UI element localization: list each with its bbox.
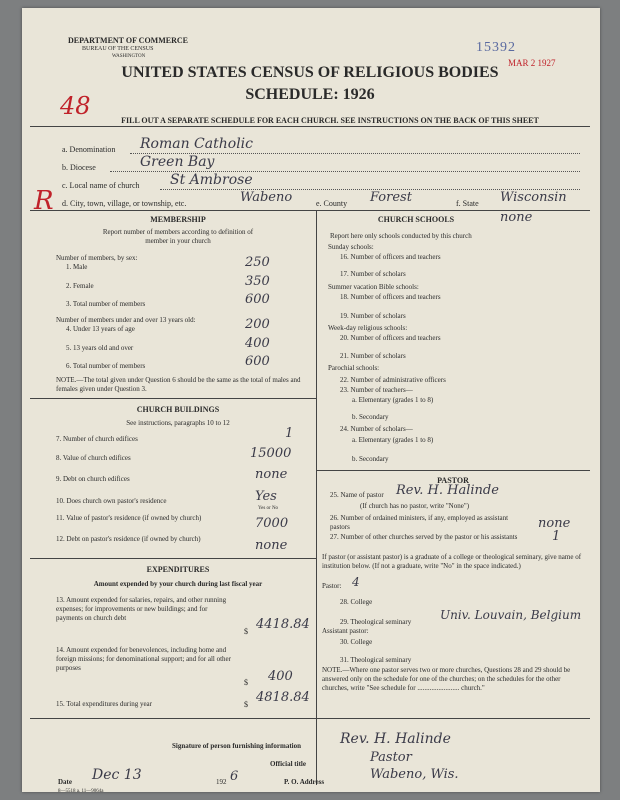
margin-number: 48 [60,92,91,120]
q26-label: 26. Number of ordained ministers, if any, employed as assistant pastors [330,514,509,531]
assistant-label: Assistant pastor: [322,627,369,635]
membership-intro: Report number of members according to definition of [102,228,254,236]
county-value: Forest [370,190,412,205]
q21-label: 21. Number of scholars [340,352,406,360]
sunday-label: Sunday schools: [328,243,374,251]
bureau-label: BUREAU OF THE CENSUS [82,46,154,52]
expenditures-sub: Amount expended by your church during last fiscal year [93,580,263,588]
q18-label: 18. Number of officers and teachers [340,293,441,301]
pastor-mark: 4 [352,575,360,589]
q26-value: none [538,516,571,531]
dollar-sign: $ [244,700,248,709]
schools-intro: Report here only schools conducted by this church [330,232,472,240]
diocese-label: b. Diocese [62,163,96,172]
q23b-label: b. Secondary [352,413,389,421]
rule [30,718,590,719]
q23a-label: a. Elementary (grades 1 to 8) [352,396,434,404]
total6-value: 600 [245,354,270,369]
signature-label: Signature of person furnishing information [172,742,301,750]
q29-label: 29. Theological seminary [340,618,412,626]
city-label: WASHINGTON [112,54,146,59]
schools-heading: CHURCH SCHOOLS [377,215,455,224]
official-title-value: Pastor [370,750,412,765]
under13-label: 4. Under 13 years of age [66,325,135,333]
q25-label: 25. Name of pastor [330,491,384,499]
yes-or-no-hint: Yes or No [258,506,279,511]
buildings-sub: See instructions, paragraphs 10 to 12 [126,419,230,427]
seminary-value: Univ. Louvain, Belgium [440,608,582,622]
q30-label: 30. College [340,638,373,646]
stamp-date: MAR 2 1927 [508,58,556,68]
q10-value: Yes [255,489,277,504]
q14-label: 14. Amount expended for benevolences, including home and foreign missions; for denominational support; and for all other purposes [56,646,231,672]
dollar-sign: $ [244,678,248,687]
q13-value: 4418.84 [256,617,310,632]
rule [30,558,316,559]
q10-label: 10. Does church own pastor's residence [56,497,167,505]
membership-note: NOTE.—The total given under Question 6 should be the same as the total of males and females given under Question 3. [56,376,301,393]
pastor-heading: PASTOR [437,476,469,485]
q8-label: 8. Value of church edifices [56,454,131,462]
q15-label: 15. Total expenditures during year [56,700,152,708]
rule [316,470,590,471]
male-label: 1. Male [66,263,88,271]
rule [30,126,590,127]
q7-label: 7. Number of church edifices [56,435,138,443]
dept-label: DEPARTMENT OF COMMERCE [68,36,189,45]
official-title-label: Official title [270,760,306,768]
by-sex-label: Number of members, by sex: [56,254,138,262]
pastor-note: NOTE.—Where one pastor serves two or more churches, Questions 28 and 29 should be answered only on the schedule for one of the churches; on the schedules for the other churches, write "See schedule for ........................ church." [322,666,571,692]
denomination-value: Roman Catholic [140,136,253,152]
po-address-value: Wabeno, Wis. [370,767,459,782]
schools-heading-value: none [500,210,533,225]
state-label: f. State [456,199,479,208]
pastor-sub-label: Pastor: [322,582,342,590]
pastor-name: Rev. H. Halinde [396,483,499,498]
q27-value: 1 [552,529,561,544]
q24b-label: b. Secondary [352,455,389,463]
q7-value: 1 [285,426,294,441]
over13-label: 5. 13 years old and over [66,344,134,352]
form-title: UNITED STATES CENSUS OF RELIGIOUS BODIES [121,64,499,81]
q12-label: 12. Debt on pastor's residence (if owned by church) [56,535,201,543]
parochial-label: Parochial schools: [328,364,380,372]
q25-note: (If church has no pastor, write "None") [360,502,470,510]
q23-label: 23. Number of teachers— [340,386,413,394]
po-address-label: P. O. Address [284,778,325,786]
form-schedule: SCHEDULE: 1926 [245,86,375,103]
buildings-heading: CHURCH BUILDINGS [136,405,220,414]
q8-value: 15000 [250,446,292,461]
q31-label: 31. Theological seminary [340,656,412,664]
total-label: 3. Total number of members [66,300,146,308]
q12-value: none [255,538,288,553]
q28-label: 28. College [340,598,373,606]
signature-value: Rev. H. Halinde [340,731,451,747]
summer-label: Summer vacation Bible schools: [328,283,419,291]
county-label: e. County [316,199,348,208]
stamp-number: 15392 [476,40,516,55]
expenditures-heading: EXPENDITURES [146,565,210,574]
year-prefix: 192 [216,778,227,786]
q11-label: 11. Value of pastor's residence (if owned by church) [56,514,202,522]
membership-intro: member in your church [145,237,211,245]
column-divider [316,210,317,785]
year-digit: 6 [230,769,239,784]
total6-label: 6. Total number of members [66,362,146,370]
q14-value: 400 [268,669,293,684]
under13-value: 200 [245,317,270,332]
q17-label: 17. Number of scholars [340,270,406,278]
margin-r-mark: R [34,186,54,216]
local-name-label: c. Local name of church [62,181,140,190]
city-value: Wabeno [240,190,293,205]
date-label: Date [58,778,72,786]
local-name-value: St Ambrose [170,172,253,188]
form-instructions: FILL OUT A SEPARATE SCHEDULE FOR EACH CHURCH. SEE INSTRUCTIONS ON THE BACK OF THIS SHEET [121,116,539,125]
rule [30,398,316,399]
q11-value: 7000 [255,516,289,531]
q27-label: 27. Number of other churches served by the pastor or his assistants [330,533,518,541]
q20-label: 20. Number of officers and teachers [340,334,441,342]
q9-label: 9. Debt on church edifices [56,475,130,483]
membership-heading: MEMBERSHIP [150,215,206,224]
q22-label: 22. Number of administrative officers [340,376,446,384]
total-value: 600 [245,292,270,307]
city-label: d. City, town, village, or township, etc. [62,199,187,208]
age-intro: Number of members under and over 13 years old: [56,316,196,324]
state-value: Wisconsin [500,190,567,205]
weekday-label: Week-day religious schools: [328,324,408,332]
form-code: 8—5518 a. 11—9064a [58,789,104,794]
denomination-label: a. Denomination [62,145,116,154]
dollar-sign: $ [244,627,248,636]
q13-label: 13. Amount expended for salaries, repairs, and other running expenses; for improvements or new buildings; and for payments on church debt [56,596,227,622]
over13-value: 400 [245,336,270,351]
q15-value: 4818.84 [256,690,310,705]
q19-label: 19. Number of scholars [340,312,406,320]
date-value: Dec 13 [92,767,142,783]
female-label: 2. Female [66,282,94,290]
male-value: 250 [245,255,270,270]
q16-label: 16. Number of officers and teachers [340,253,441,261]
q9-value: none [255,467,288,482]
graduate-note: If pastor (or assistant pastor) is a graduate of a college or theological seminary, give name of institution below. (If not a graduate, write "No" in the space indicated.) [322,553,582,570]
female-value: 350 [245,274,270,289]
q24-label: 24. Number of scholars— [340,425,413,433]
q24a-label: a. Elementary (grades 1 to 8) [352,436,434,444]
diocese-value: Green Bay [140,154,215,170]
